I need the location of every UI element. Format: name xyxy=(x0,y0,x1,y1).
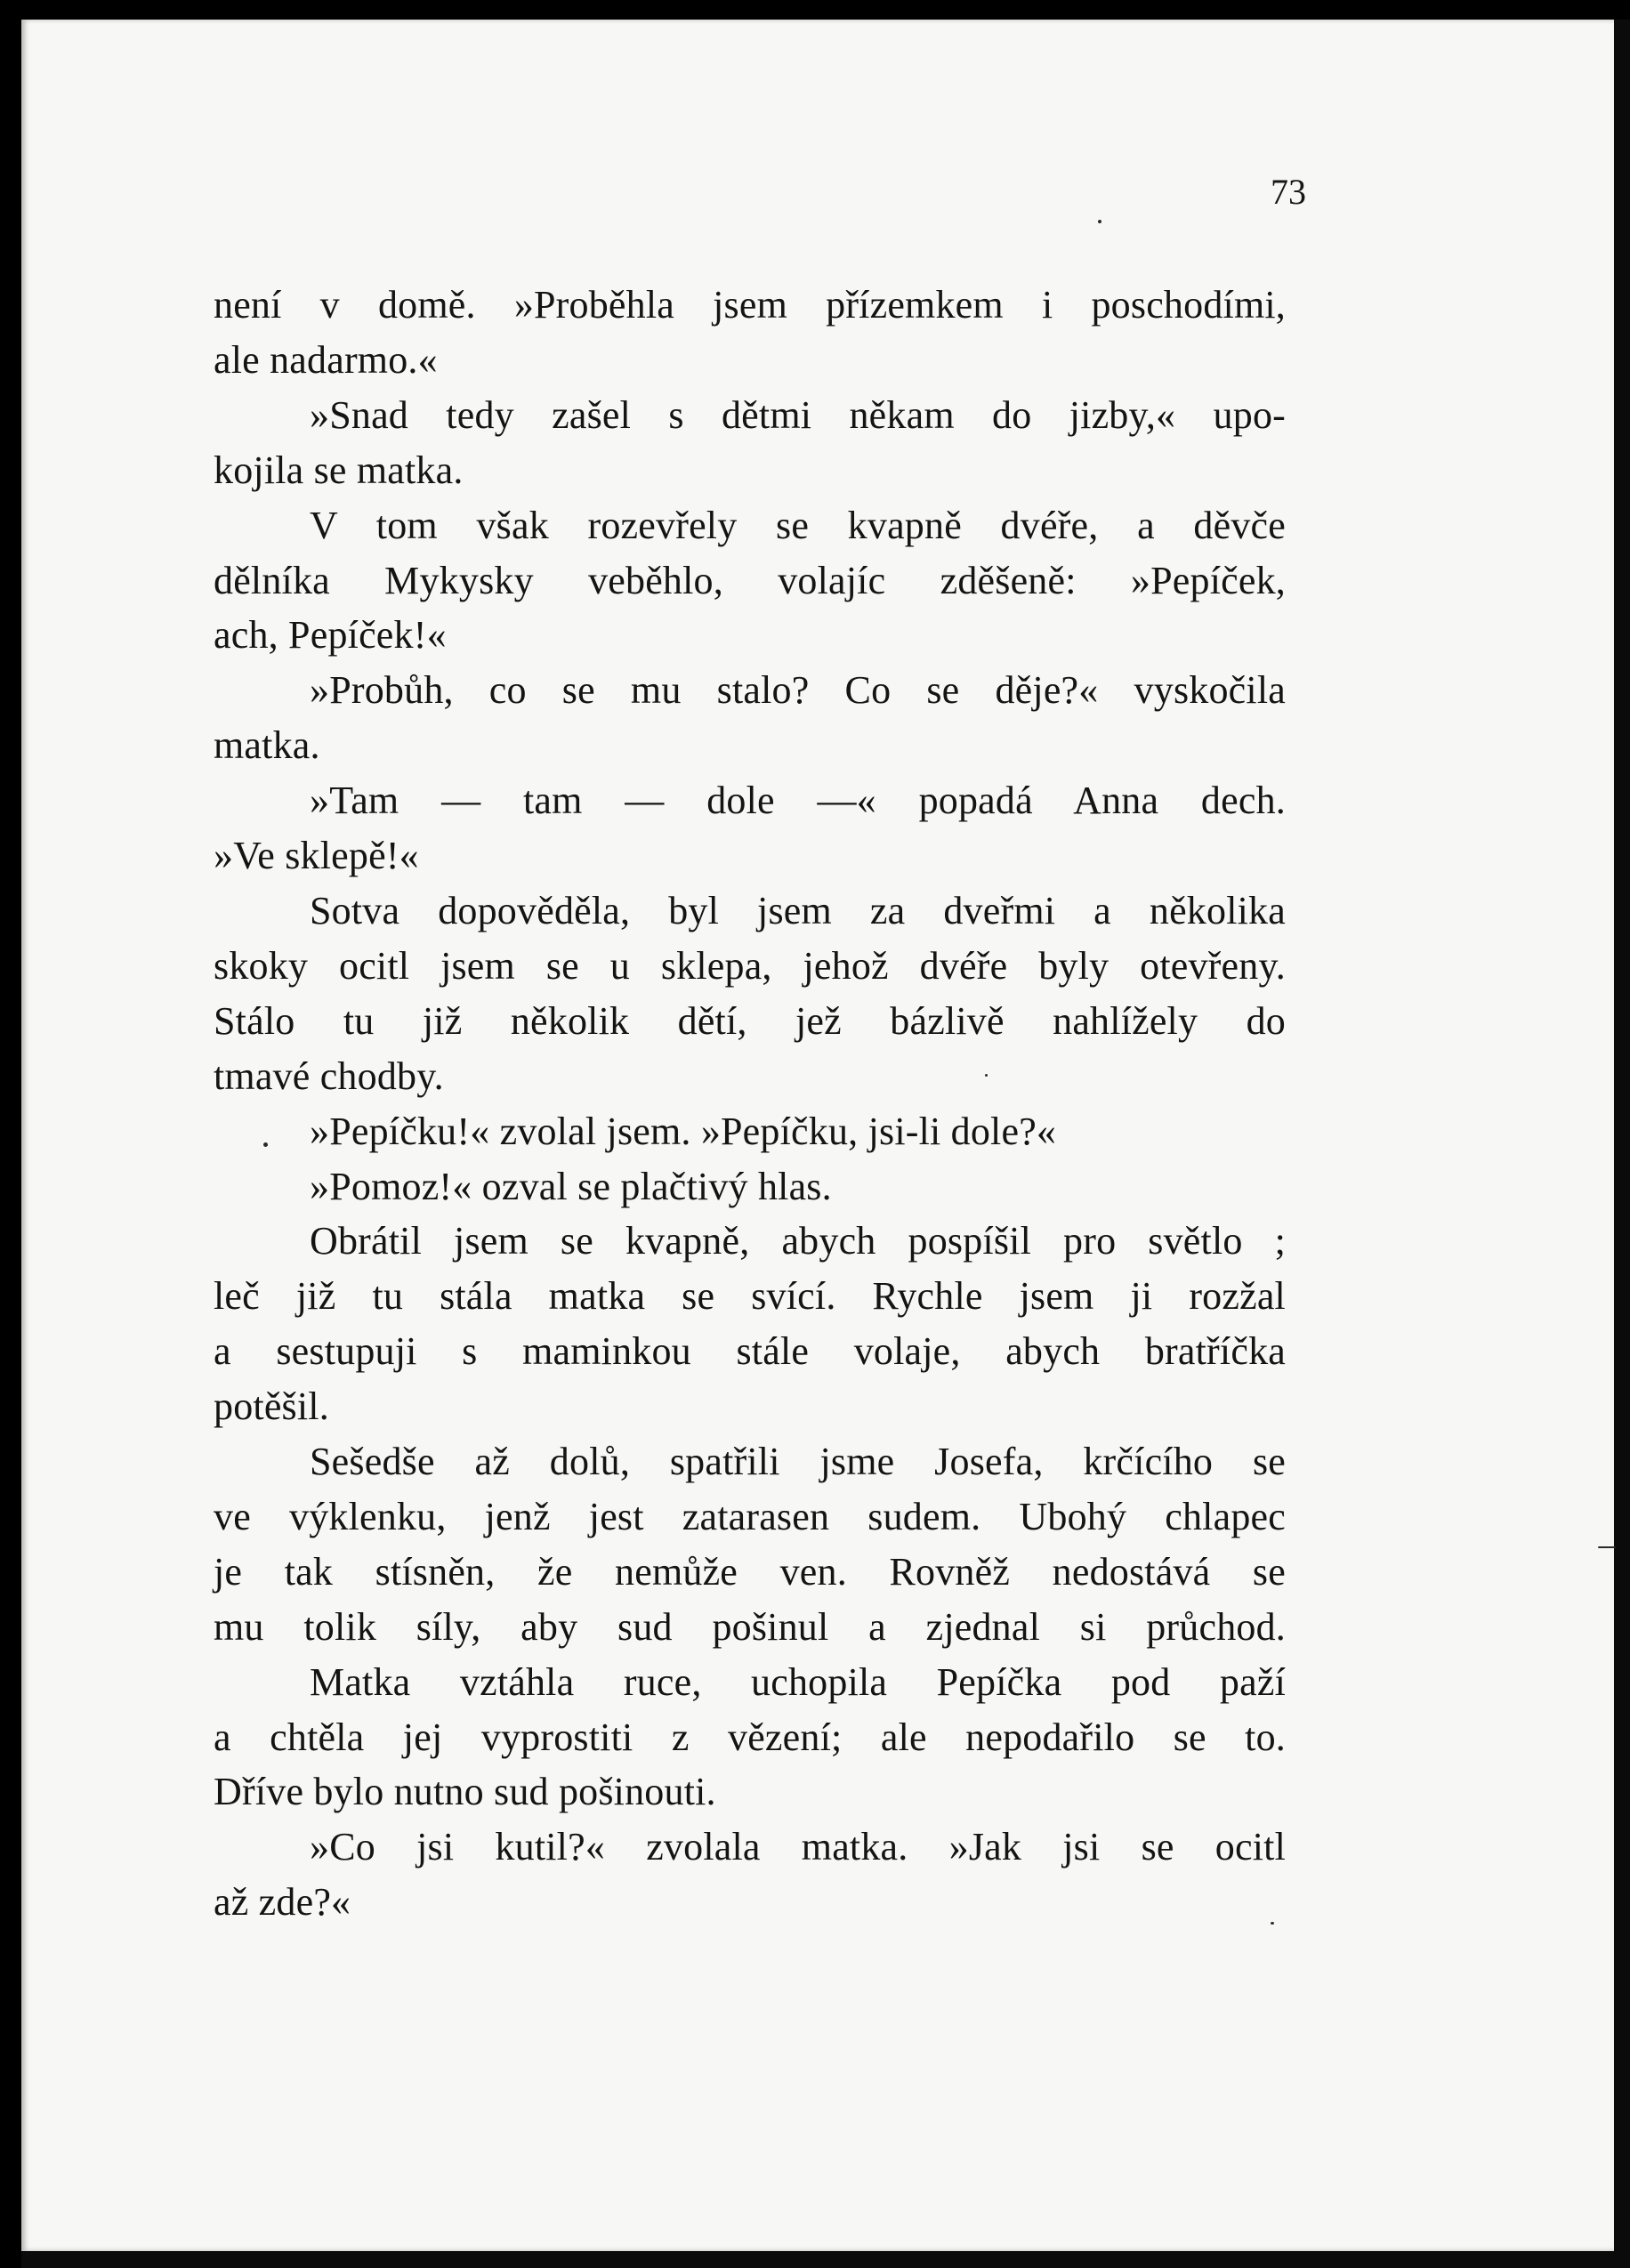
text-line: »Pomoz!« ozval se plačtivý hlas. xyxy=(310,1164,832,1208)
text-line: »Co jsi kutil?« zvolala matka. »Jak jsi se ocitl xyxy=(310,1825,1286,1869)
text-line: Sotva dopověděla, byl jsem za dveřmi a několika xyxy=(310,888,1286,932)
text-line: ale nadarmo.« xyxy=(214,337,438,382)
text-line: ve výklenku, jenž jest zatarasen sudem. Ubohý chlapec xyxy=(214,1494,1286,1538)
text-line: a sestupuji s maminkou stále volaje, abych bratříčka xyxy=(214,1329,1286,1374)
text-line: »Tam — tam — dole —« popadá Anna dech. xyxy=(310,779,1286,823)
text-line: matka. xyxy=(214,723,320,768)
text-line: ach, Pepíček!« xyxy=(214,613,447,658)
paper-speck xyxy=(1598,1546,1616,1548)
scan-border-left xyxy=(0,0,21,2268)
paper-speck xyxy=(1098,220,1101,223)
text-line: »Pepíčku!« zvolal jsem. »Pepíčku, jsi-li dole?« xyxy=(310,1109,1057,1153)
text-line: mu tolik síly, aby sud pošinul a zjednal si průchod. xyxy=(214,1604,1286,1649)
text-line: Stálo tu již několik dětí, jež bázlivě nahlížely do xyxy=(214,998,1286,1043)
text-line: »Snad tedy zašel s dětmi někam do jizby,« upo- xyxy=(310,392,1286,437)
text-line: potěšil. xyxy=(214,1384,329,1429)
text-line: Sešedše až dolů, spatřili jsme Josefa, krčícího se xyxy=(310,1440,1286,1484)
text-line: skoky ocitl jsem se u sklepa, jehož dvéře byly otevřeny. xyxy=(214,943,1286,988)
text-line: »Probůh, co se mu stalo? Co se děje?« vyskočila xyxy=(310,668,1286,713)
text-line: V tom však rozevřely se kvapně dvéře, a děvče xyxy=(310,503,1286,547)
text-line: dělníka Mykysky veběhlo, volajíc zděšeně: »Pepíček, xyxy=(214,558,1286,602)
text-line: leč již tu stála matka se svící. Rychle jsem ji rozžal xyxy=(214,1274,1286,1319)
text-line: není v domě. »Proběhla jsem přízemkem i poschodími, xyxy=(214,283,1286,327)
scan-border-top xyxy=(0,0,1630,20)
page-number: 73 xyxy=(1271,172,1306,212)
text-line: je tak stísněn, že nemůže ven. Rovněž nedostává se xyxy=(214,1549,1286,1594)
text-line: Matka vztáhla ruce, uchopila Pepíčka pod paží xyxy=(310,1659,1286,1704)
body-text xyxy=(214,278,1286,1930)
text-line: a chtěla jej vyprostiti z vězení; ale nepodařilo se to. xyxy=(214,1715,1286,1759)
text-line: »Ve sklepě!« xyxy=(214,834,419,878)
text-line: Dříve bylo nutno sud pošinouti. xyxy=(214,1770,716,1814)
text-line: Obrátil jsem se kvapně, abych pospíšil pro světlo ; xyxy=(310,1219,1286,1263)
text-line: až zde?« xyxy=(214,1880,351,1925)
text-line: kojila se matka. xyxy=(214,448,464,492)
text-line: tmavé chodby. xyxy=(214,1053,444,1098)
